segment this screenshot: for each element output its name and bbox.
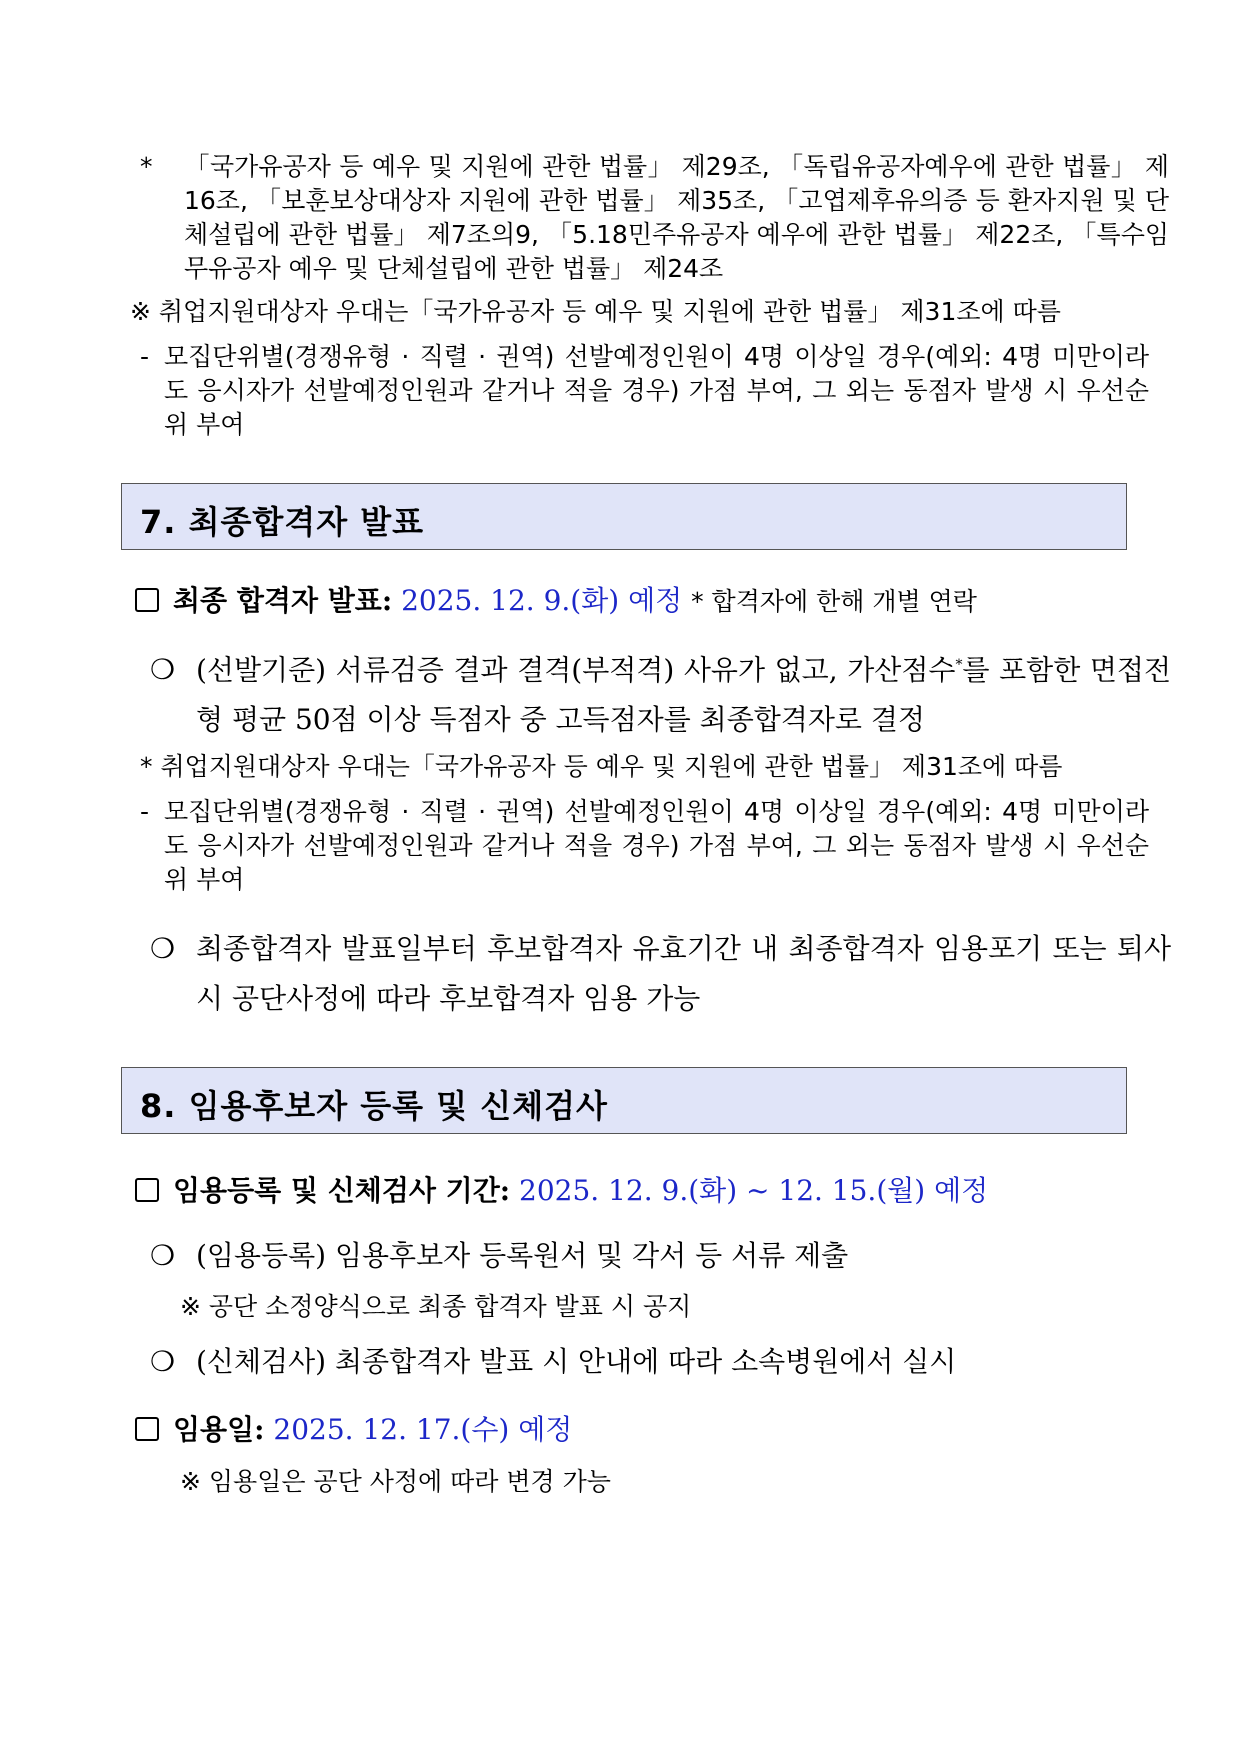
registration-submission	[150, 1231, 1125, 1281]
criteria-asterisk: *	[955, 657, 963, 673]
preference-note	[130, 295, 1130, 329]
appointment-date-value: 2025. 12. 17.(수) 예정	[273, 1413, 573, 1446]
form-notice	[180, 1290, 1120, 1324]
appointment-change-text: ※ 임용일은 공단 사정에 따라 변경 가능	[180, 1467, 611, 1496]
dash-text: 모집단위별(경쟁유형 · 직렬 · 권역) 선발예정인원이 4명 이상일 경우(예외: 4명 미만이라도 응시자가 선발예정인원과 같거나 적을 경우) 가점 부여, 그 외는 동점자 발생 시 우선순위 부여	[164, 342, 1149, 439]
employment-support-note	[140, 750, 1130, 784]
note-marker: ※	[130, 297, 151, 326]
reserve-appointment-note	[150, 924, 1171, 1024]
dash-text-2: 모집단위별(경쟁유형 · 직렬 · 권역) 선발예정인원이 4명 이상일 경우(예외: 4명 미만이라도 응시자가 선발예정인원과 같거나 적을 경우) 가점 부여, 그 외는 동점자 발생 시 우선순위 부여	[164, 797, 1149, 894]
criteria-text-a: (선발기준) 서류검증 결과 결격(부적격) 사유가 없고, 가산점수	[196, 653, 956, 687]
section-8-header	[121, 1067, 1127, 1134]
selection-criteria	[150, 640, 1171, 745]
criteria-text-b: 를 포함한 면접전형 평균 50점 이상 득점자 중 고득점자를 최종합격자로 결정	[196, 653, 1172, 737]
section-7-header	[121, 483, 1127, 550]
appointment-change-notice	[180, 1465, 1120, 1499]
medical-exam	[150, 1337, 1125, 1387]
registration-period-date: 2025. 12. 9.(화) ~ 12. 15.(월) 예정	[519, 1174, 989, 1207]
final-announcement-item	[135, 576, 1135, 627]
checkbox-square-icon	[135, 588, 159, 612]
form-notice-text: ※ 공단 소정양식으로 최종 합격자 발표 시 공지	[180, 1292, 692, 1321]
circle-bullet-icon: ❍	[150, 1239, 176, 1272]
final-announcement-date: 2025. 12. 9.(화) 예정	[401, 584, 683, 617]
section-8-title: 8. 임용후보자 등록 및 신체검사	[140, 1087, 608, 1125]
footnote-marker: *	[140, 152, 153, 181]
circle-bullet-icon: ❍	[150, 1345, 176, 1378]
medical-exam-text: (신체검사) 최종합격자 발표 시 안내에 따라 소속병원에서 실시	[196, 1345, 957, 1378]
circle-bullet-icon: ❍	[150, 932, 176, 965]
note-text: 취업지원대상자 우대는「국가유공자 등 예우 및 지원에 관한 법률」 제31조에 따름	[158, 297, 1061, 326]
registration-period-item	[135, 1166, 1135, 1216]
bonus-points-detail-2	[140, 795, 1149, 897]
appointment-date-label: 임용일:	[173, 1413, 265, 1446]
dash-marker: -	[140, 342, 150, 371]
reserve-text: 최종합격자 발표일부터 후보합격자 유효기간 내 최종합격자 임용포기 또는 퇴사 시 공단사정에 따라 후보합격자 임용 가능	[196, 932, 1171, 1015]
bonus-points-detail	[140, 340, 1149, 442]
checkbox-square-icon	[135, 1178, 159, 1202]
law-reference-footnote	[140, 150, 1169, 286]
circle-bullet-icon: ❍	[150, 653, 176, 687]
final-announcement-note: * 합격자에 한해 개별 연락	[691, 587, 977, 616]
employment-support-text: * 취업지원대상자 우대는「국가유공자 등 예우 및 지원에 관한 법률」 제31조에 따름	[140, 752, 1063, 781]
section-7-title: 7. 최종합격자 발표	[140, 503, 425, 541]
registration-period-label: 임용등록 및 신체검사 기간:	[173, 1174, 511, 1207]
appointment-date-item	[135, 1405, 1135, 1455]
checkbox-square-icon	[135, 1417, 159, 1441]
registration-submission-text: (임용등록) 임용후보자 등록원서 및 각서 등 서류 제출	[196, 1239, 849, 1272]
final-announcement-label: 최종 합격자 발표:	[173, 584, 393, 617]
dash-marker-2: -	[140, 797, 150, 826]
footnote-text: 「국가유공자 등 예우 및 지원에 관한 법률」 제29조, 「독립유공자예우에 관한 법률」 제16조, 「보훈보상대상자 지원에 관한 법률」 제35조, 「고엽제후유의증 등 환자지원 및 단체설립에 관한 법률」 제7조의9, 「5.18민주유공자 예우에 관한 법률」 제22조, 「특수임무유공자 예우 및 단체설립에 관한 법률」 제24조	[184, 152, 1169, 283]
